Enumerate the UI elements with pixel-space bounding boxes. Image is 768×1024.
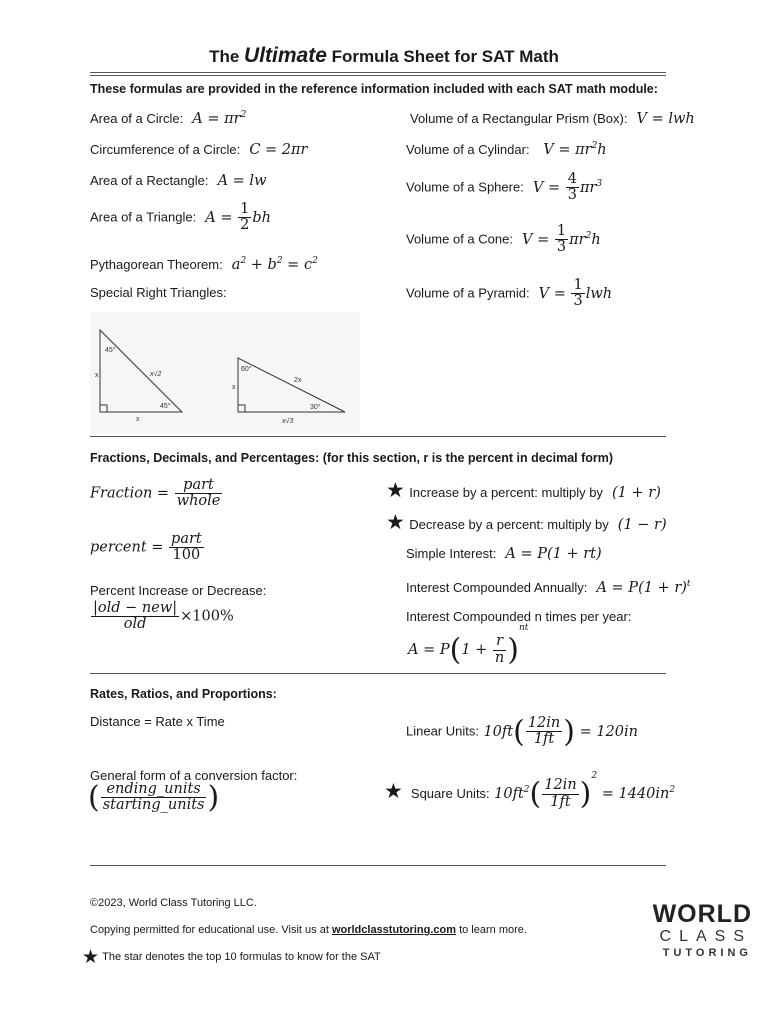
section3-heading: Rates, Ratios, and Proportions: <box>90 687 277 701</box>
star-icon: ★ <box>82 947 100 968</box>
star-note: ★ The star denotes the top 10 formulas to know for the SAT <box>82 947 381 968</box>
pythagorean-formula: Pythagorean Theorem: $a^2 + b^2 = c^2$ <box>90 256 318 273</box>
tri30-top-angle: 60° <box>241 366 252 373</box>
special-triangles-figure <box>90 312 360 434</box>
tri30-hypotenuse: 2x <box>294 377 302 384</box>
tri45-top-angle: 45° <box>105 347 116 354</box>
square-units-formula: ★ Square Units: $10ft^2$( $\frac{12in}{1ft}$ )$^2 = 1440in^2$ <box>384 771 676 812</box>
tri30-left-side: x <box>232 384 236 391</box>
title-divider <box>90 72 666 76</box>
compound-n-label: Interest Compounded n times per year: <box>406 609 632 624</box>
copyright-text: ©2023, World Class Tutoring LLC. <box>90 897 257 909</box>
circle-area-formula: Area of a Circle: $A = \pi r^2$ <box>90 110 247 127</box>
special-triangles-label: Special Right Triangles: <box>90 285 227 300</box>
tri45-left-side: x <box>95 372 99 379</box>
sphere-formula: Volume of a Sphere: V = $\frac{4}{3}$ $\pi r^3$ <box>406 171 603 204</box>
star-icon: ★ <box>386 511 405 534</box>
section2-divider <box>90 673 666 674</box>
rect-prism-formula: Volume of a Rectangular Prism (Box): V = lwh <box>410 111 695 127</box>
section1-divider <box>90 436 666 437</box>
circumference-formula: Circumference of a Circle: C = 2πr <box>90 142 308 158</box>
tri45-bottom-angle: 45° <box>160 403 171 410</box>
conversion-label: General form of a conversion factor: <box>90 768 298 783</box>
tri45-hypotenuse: x√2 <box>150 371 162 378</box>
page-title: The Ultimate Formula Sheet for SAT Math <box>209 44 559 67</box>
section2-heading: Fractions, Decimals, and Percentages: (for this section, r is the percent in decimal form) <box>90 451 614 465</box>
pyramid-formula: Volume of a Pyramid: V = $\frac{1}{3}$ lwh <box>406 277 613 310</box>
section3-divider <box>90 865 666 866</box>
tri-area-formula: Area of a Triangle: A = $\frac{1}{2}$ bh <box>90 201 271 234</box>
website-link[interactable]: worldclasstutoring.com <box>331 924 457 936</box>
tri30-bottom-angle: 30° <box>310 404 321 411</box>
cone-formula: Volume of a Cone: V = $\frac{1}{3}$ $\pi r^2h$ <box>406 223 601 256</box>
tri30-bottom-side: x√3 <box>282 418 294 425</box>
tri45-bottom-side: x <box>136 416 140 423</box>
decrease-formula: ★ Decrease by a percent: multiply by (1 − r) <box>386 511 667 534</box>
star-icon: ★ <box>386 479 405 502</box>
linear-units-formula: Linear Units: 10ft( $\frac{12in}{1ft}$ ) = 120in <box>406 714 638 749</box>
pct-change-label: Percent Increase or Decrease: <box>90 583 267 598</box>
world-class-tutoring-logo: WORLD CLASS TUTORING <box>652 900 752 959</box>
conversion-factor-formula: ( $\frac{\text{ending\_units}}{\text{starting\_units}}$ ) <box>88 780 220 815</box>
section1-heading: These formulas are provided in the reference information included with each SAT math module: <box>90 82 658 96</box>
distance-formula: Distance = Rate x Time <box>90 714 225 729</box>
rect-area-formula: Area of a Rectangle: A = lw <box>90 173 267 189</box>
compound-annual-formula: Interest Compounded Annually: $A = P(1 + r)^t$ <box>406 579 691 596</box>
pct-change-formula: $\frac{\text{|old − new|}}{\text{old}}$ ×100% <box>93 600 234 633</box>
simple-interest-formula: Simple Interest: A = P(1 + rt) <box>406 546 602 562</box>
increase-formula: ★ Increase by a percent: multiply by (1 + r) <box>386 479 661 502</box>
copying-note: Copying permitted for educational use. Visit us at worldclasstutoring.com to learn more. <box>90 924 527 936</box>
cylinder-formula: Volume of a Cylindar: $V = \pi r^2h$ <box>406 141 607 158</box>
percent-formula: percent = $\frac{\text{part}}{100}$ <box>90 531 202 564</box>
compound-n-formula: A = P(1 + $\frac{r}{n}$ )$^{nt}$ <box>408 623 529 668</box>
fraction-formula: Fraction = $\frac{\text{part}}{\text{whole}}$ <box>90 477 221 510</box>
star-icon: ★ <box>384 780 403 803</box>
